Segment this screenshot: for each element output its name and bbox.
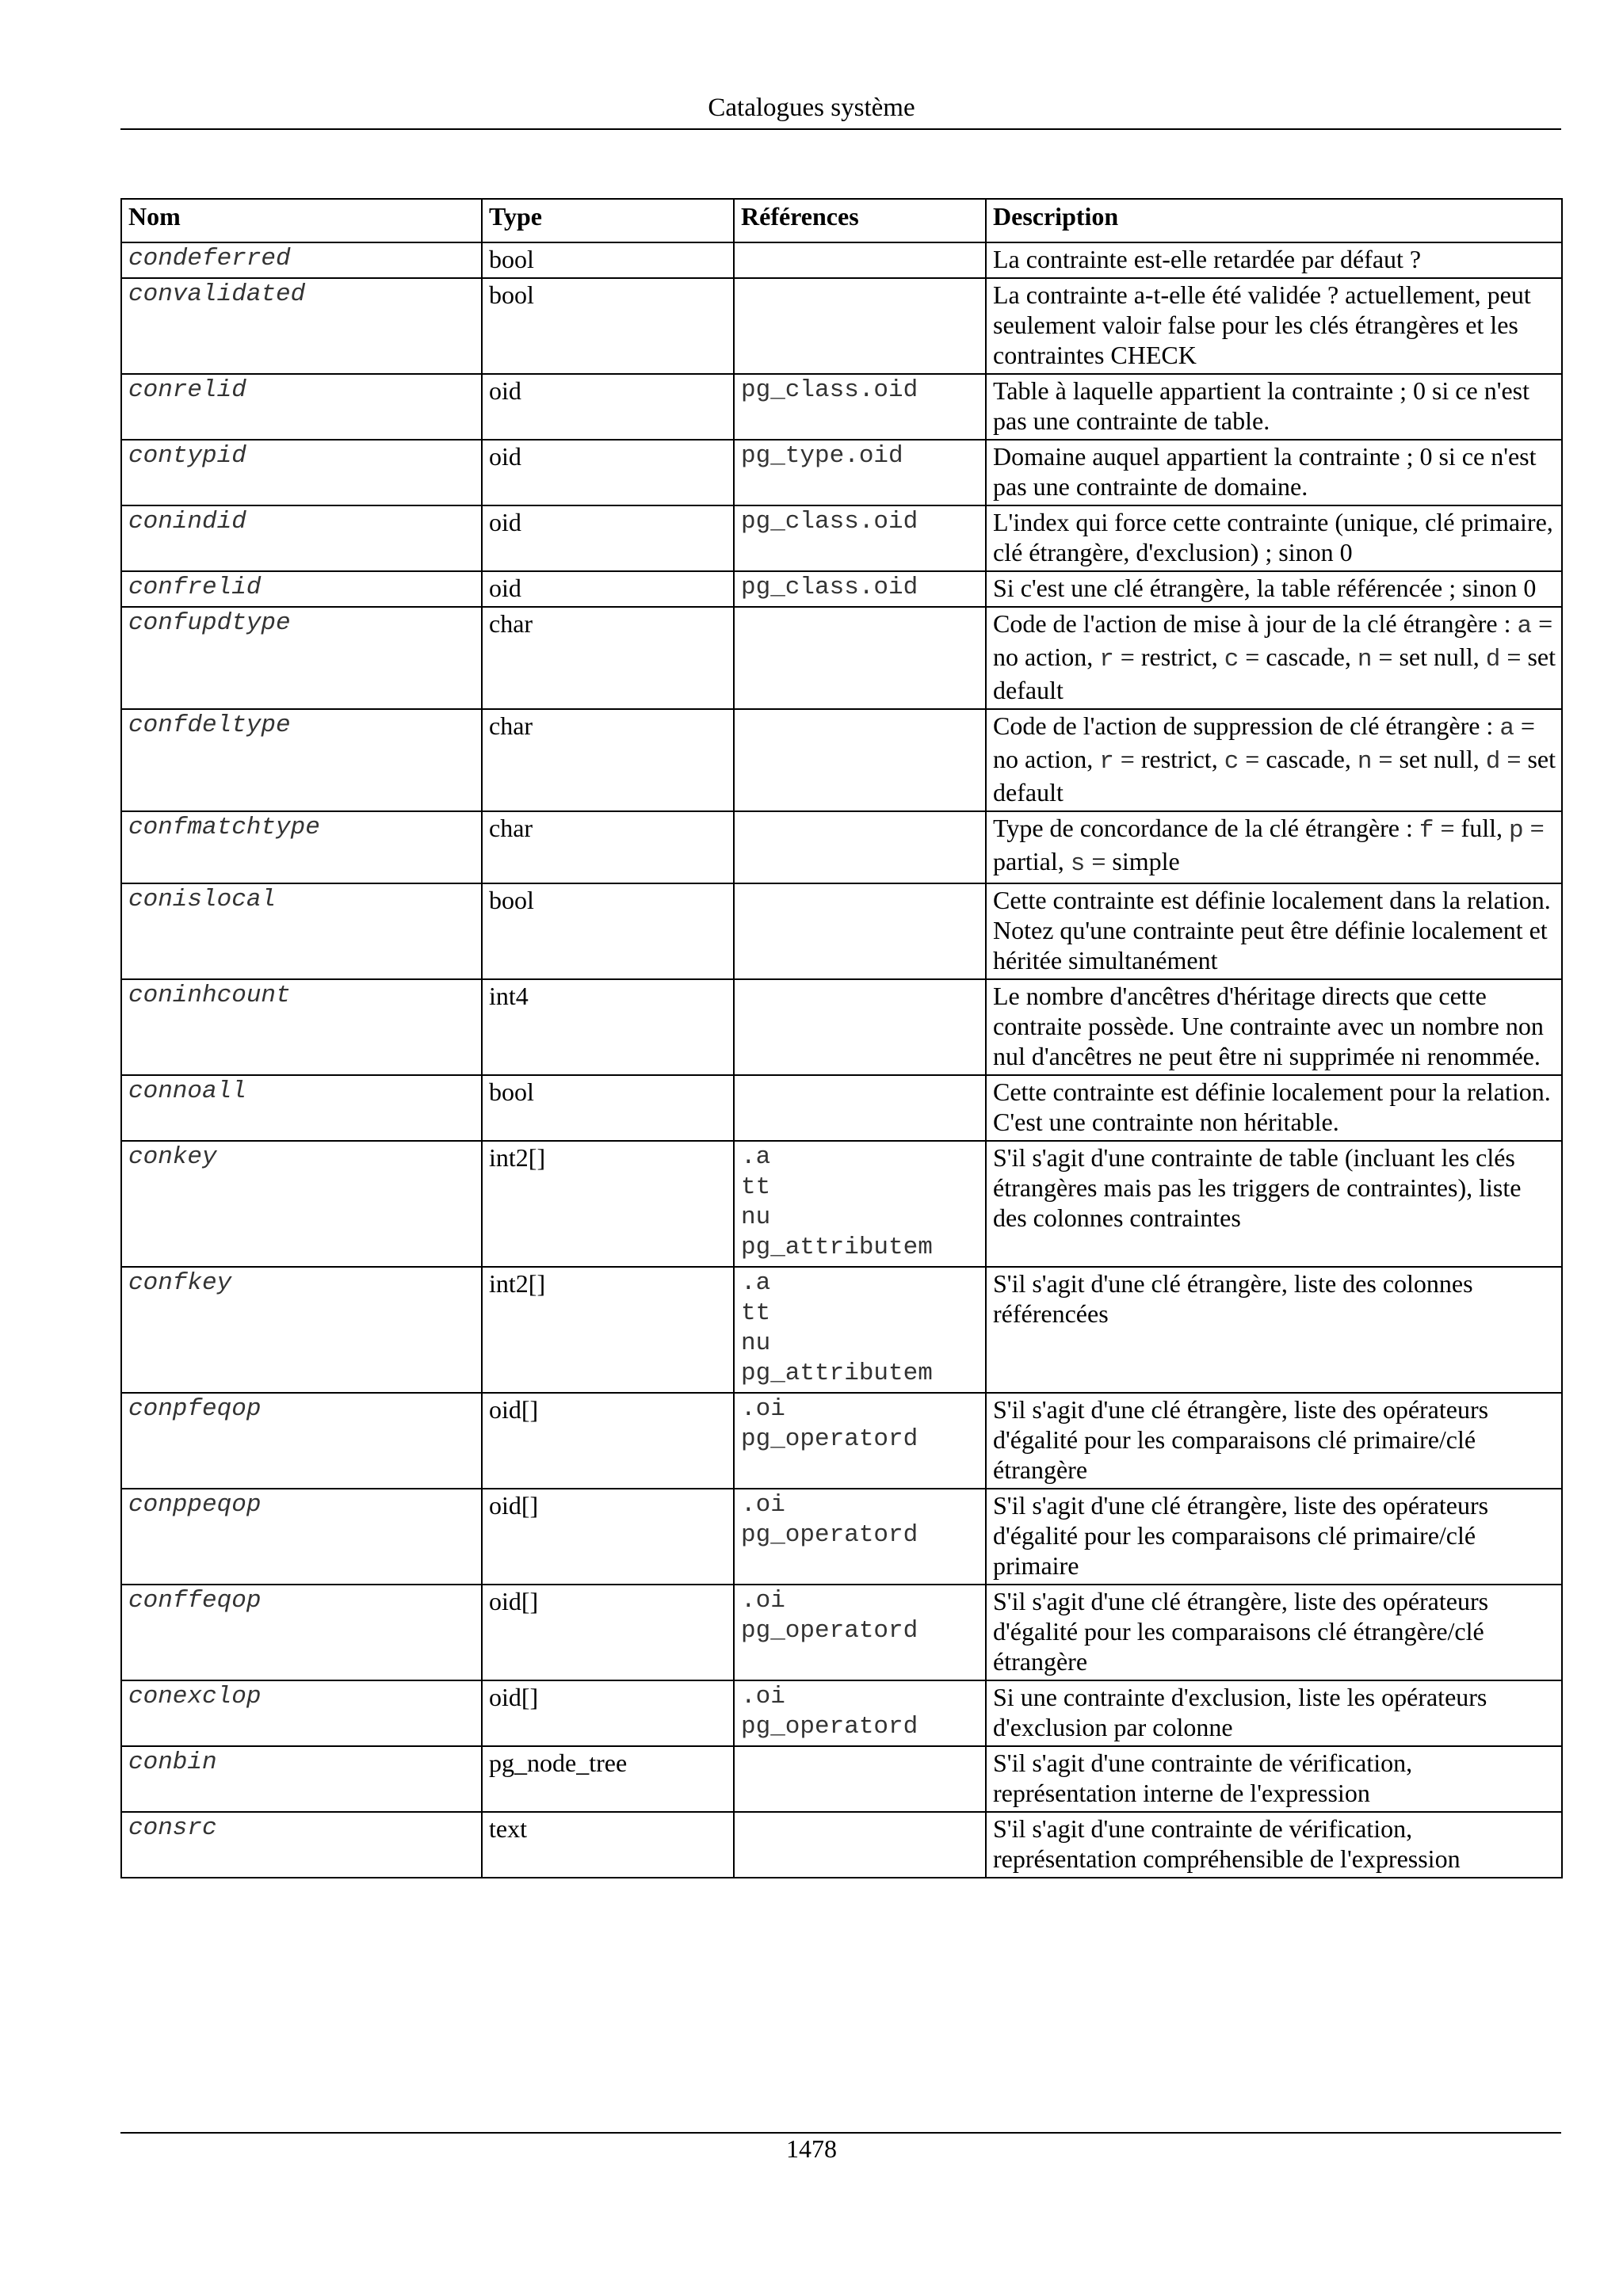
cell-type: oid: [482, 440, 734, 505]
cell-type: int2[]: [482, 1141, 734, 1267]
cell-type: int4: [482, 979, 734, 1075]
code-literal: a: [1517, 612, 1533, 640]
table-row: [121, 1746, 1562, 1812]
catalog-columns-table: [120, 198, 1563, 1878]
cell-references: pg_type.oid: [734, 440, 986, 505]
table-row: [121, 883, 1562, 979]
cell-description: [986, 811, 1562, 883]
cell-nom: confrelid: [121, 571, 482, 607]
cell-type: int2[]: [482, 1267, 734, 1393]
cell-description: [986, 1680, 1562, 1746]
code-literal: c: [1224, 748, 1239, 776]
description-text: = restrict,: [1113, 745, 1224, 773]
cell-description: [986, 571, 1562, 607]
cell-description: [986, 883, 1562, 979]
description-text: = no action,: [993, 609, 1553, 671]
cell-nom: conffeqop: [121, 1585, 482, 1680]
cell-nom: conbin: [121, 1746, 482, 1812]
cell-nom: confkey: [121, 1267, 482, 1393]
table-header-row: [121, 199, 1562, 242]
table-row: [121, 1267, 1562, 1393]
cell-description: [986, 979, 1562, 1075]
cell-type: oid: [482, 505, 734, 571]
description-text: L'index qui force cette contrainte (unique, clé primaire, clé étrangère, d'exclusion) ; sinon 0: [993, 508, 1553, 566]
cell-type: bool: [482, 242, 734, 278]
cell-nom: conppeqop: [121, 1489, 482, 1585]
table-row: [121, 571, 1562, 607]
description-text: = set null,: [1372, 643, 1486, 671]
cell-nom: contypid: [121, 440, 482, 505]
code-literal: d: [1485, 748, 1501, 776]
cell-type: pg_node_tree: [482, 1746, 734, 1812]
cell-references: .oi pg_operatord: [734, 1393, 986, 1489]
description-text: = partial,: [993, 814, 1545, 875]
cell-description: [986, 1393, 1562, 1489]
cell-references: pg_class.oid: [734, 571, 986, 607]
cell-type: oid[]: [482, 1489, 734, 1585]
description-text: = set default: [993, 643, 1556, 704]
cell-references: .oi pg_operatord: [734, 1585, 986, 1680]
description-text: = cascade,: [1239, 745, 1358, 773]
cell-references: [734, 607, 986, 709]
cell-nom: confmatchtype: [121, 811, 482, 883]
table-row: [121, 1680, 1562, 1746]
cell-description: [986, 1075, 1562, 1141]
cell-references: [734, 811, 986, 883]
description-text: Domaine auquel appartient la contrainte ; 0 si ce n'est pas une contrainte de domaine.: [993, 442, 1537, 501]
column-header-nom: Nom: [121, 199, 482, 242]
description-text: = restrict,: [1113, 643, 1224, 671]
code-literal: a: [1499, 715, 1514, 742]
description-text: = full,: [1434, 814, 1509, 842]
table-row: [121, 505, 1562, 571]
cell-references: [734, 709, 986, 811]
cell-type: oid[]: [482, 1393, 734, 1489]
description-text: Table à laquelle appartient la contrainte ; 0 si ce n'est pas une contrainte de table.: [993, 376, 1530, 435]
description-text: = set default: [993, 745, 1556, 807]
cell-type: bool: [482, 278, 734, 374]
cell-description: [986, 1746, 1562, 1812]
description-text: S'il s'agit d'une clé étrangère, liste des opérateurs d'égalité pour les comparaisons clé primaire/clé étrangère: [993, 1395, 1489, 1484]
cell-description: [986, 440, 1562, 505]
description-text: La contrainte a-t-elle été validée ? actuellement, peut seulement valoir false pour les clés étrangères et les contraintes CHECK: [993, 280, 1531, 369]
cell-nom: conrelid: [121, 374, 482, 440]
cell-description: [986, 709, 1562, 811]
column-header-type: Type: [482, 199, 734, 242]
description-text: Cette contrainte est définie localement pour la relation. C'est une contrainte non héritable.: [993, 1077, 1551, 1136]
cell-nom: confdeltype: [121, 709, 482, 811]
cell-references: .a tt nu pg_attributem: [734, 1141, 986, 1267]
cell-type: char: [482, 811, 734, 883]
cell-references: [734, 1746, 986, 1812]
cell-nom: coninhcount: [121, 979, 482, 1075]
cell-nom: conislocal: [121, 883, 482, 979]
cell-description: [986, 242, 1562, 278]
cell-description: [986, 374, 1562, 440]
table-row: [121, 1075, 1562, 1141]
code-literal: f: [1419, 817, 1434, 845]
cell-nom: conkey: [121, 1141, 482, 1267]
header-divider: [120, 128, 1561, 130]
cell-type: char: [482, 607, 734, 709]
cell-references: [734, 1075, 986, 1141]
cell-references: .a tt nu pg_attributem: [734, 1267, 986, 1393]
description-text: S'il s'agit d'une clé étrangère, liste des opérateurs d'égalité pour les comparaisons clé étrangère/clé étrangère: [993, 1587, 1489, 1676]
code-literal: d: [1485, 646, 1501, 673]
cell-description: [986, 278, 1562, 374]
cell-references: pg_class.oid: [734, 374, 986, 440]
cell-type: oid: [482, 571, 734, 607]
description-text: La contrainte est-elle retardée par défaut ?: [993, 245, 1422, 273]
code-literal: c: [1224, 646, 1239, 673]
cell-type: oid[]: [482, 1680, 734, 1746]
description-text: = set null,: [1372, 745, 1486, 773]
table-row: [121, 1489, 1562, 1585]
table-row: [121, 1393, 1562, 1489]
cell-nom: consrc: [121, 1812, 482, 1878]
code-literal: p: [1508, 817, 1524, 845]
cell-description: [986, 607, 1562, 709]
cell-description: [986, 505, 1562, 571]
cell-nom: conpfeqop: [121, 1393, 482, 1489]
description-text: S'il s'agit d'une contrainte de vérification, représentation compréhensible de l'expression: [993, 1814, 1461, 1873]
cell-nom: convalidated: [121, 278, 482, 374]
footer-divider: [120, 2132, 1561, 2134]
cell-description: [986, 1585, 1562, 1680]
table-row: [121, 811, 1562, 883]
description-text: = cascade,: [1239, 643, 1358, 671]
cell-type: oid[]: [482, 1585, 734, 1680]
cell-description: [986, 1812, 1562, 1878]
description-text: S'il s'agit d'une clé étrangère, liste des colonnes référencées: [993, 1269, 1473, 1328]
cell-nom: condeferred: [121, 242, 482, 278]
table-row: [121, 374, 1562, 440]
description-text: S'il s'agit d'une contrainte de vérification, représentation interne de l'expression: [993, 1749, 1413, 1807]
column-header-references: Références: [734, 199, 986, 242]
cell-references: [734, 278, 986, 374]
description-text: = simple: [1085, 847, 1180, 875]
cell-references: [734, 1812, 986, 1878]
cell-references: [734, 883, 986, 979]
cell-nom: conindid: [121, 505, 482, 571]
table-row: [121, 1141, 1562, 1267]
description-text: S'il s'agit d'une clé étrangère, liste des opérateurs d'égalité pour les comparaisons clé primaire/clé primaire: [993, 1491, 1489, 1580]
description-text: = no action,: [993, 711, 1535, 773]
code-literal: n: [1357, 646, 1373, 673]
table-row: [121, 709, 1562, 811]
table-row: [121, 242, 1562, 278]
description-text: Cette contrainte est définie localement dans la relation. Notez qu'une contrainte peut être définie localement et héritée simultanément: [993, 886, 1551, 974]
cell-references: pg_class.oid: [734, 505, 986, 571]
cell-references: [734, 242, 986, 278]
code-literal: r: [1099, 748, 1114, 776]
cell-type: bool: [482, 1075, 734, 1141]
description-text: Si c'est une clé étrangère, la table référencée ; sinon 0: [993, 574, 1537, 602]
cell-references: .oi pg_operatord: [734, 1489, 986, 1585]
cell-description: [986, 1141, 1562, 1267]
table-row: [121, 1585, 1562, 1680]
table-row: [121, 607, 1562, 709]
code-literal: s: [1070, 850, 1086, 878]
cell-nom: conexclop: [121, 1680, 482, 1746]
running-header-title: Catalogues système: [708, 93, 915, 122]
table-row: [121, 440, 1562, 505]
code-literal: r: [1099, 646, 1114, 673]
column-header-description: Description: [986, 199, 1562, 242]
cell-description: [986, 1489, 1562, 1585]
table-row: [121, 1812, 1562, 1878]
cell-type: bool: [482, 883, 734, 979]
description-text: S'il s'agit d'une contrainte de table (incluant les clés étrangères mais pas les triggers de contraintes), liste des colonnes contraintes: [993, 1143, 1522, 1232]
description-text: Code de l'action de suppression de clé étrangère :: [993, 711, 1500, 740]
cell-references: [734, 979, 986, 1075]
cell-nom: connoall: [121, 1075, 482, 1141]
cell-type: char: [482, 709, 734, 811]
page-number: 1478: [786, 2134, 837, 2163]
description-text: Code de l'action de mise à jour de la clé étrangère :: [993, 609, 1518, 638]
table-row: [121, 278, 1562, 374]
description-text: Le nombre d'ancêtres d'héritage directs que cette contraite possède. Une contrainte avec un nombre non nul d'ancêtres ne peut être ni supprimée ni renommée.: [993, 982, 1544, 1070]
code-literal: n: [1357, 748, 1373, 776]
cell-description: [986, 1267, 1562, 1393]
description-text: Type de concordance de la clé étrangère :: [993, 814, 1419, 842]
table-row: [121, 979, 1562, 1075]
description-text: Si une contrainte d'exclusion, liste les opérateurs d'exclusion par colonne: [993, 1683, 1487, 1741]
table-body: [121, 242, 1562, 1878]
cell-nom: confupdtype: [121, 607, 482, 709]
cell-type: oid: [482, 374, 734, 440]
cell-references: .oi pg_operatord: [734, 1680, 986, 1746]
cell-type: text: [482, 1812, 734, 1878]
